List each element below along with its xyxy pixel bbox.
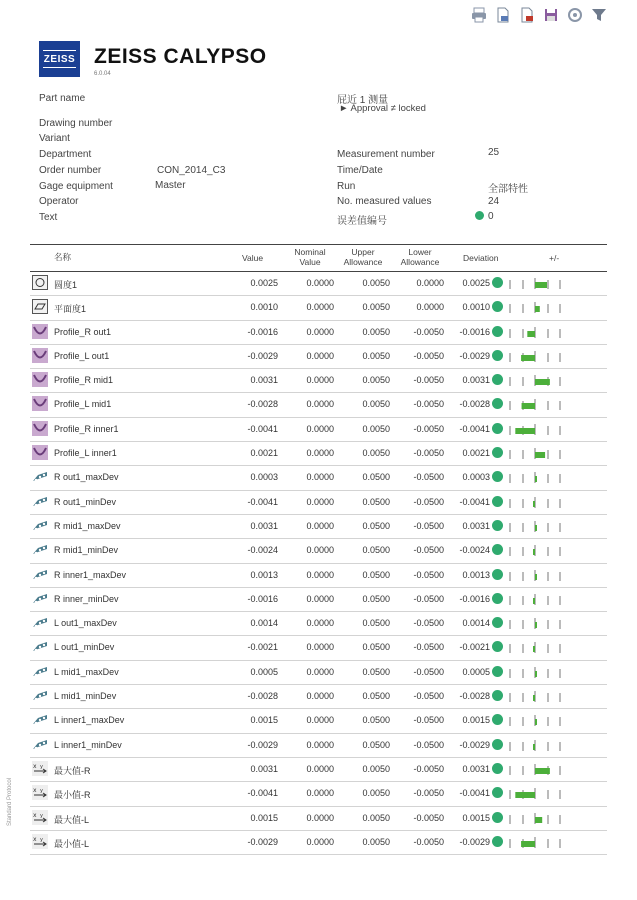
status-ok-icon bbox=[492, 836, 503, 847]
status-ok-icon bbox=[492, 374, 503, 385]
row-value: -0.0028 bbox=[247, 399, 278, 410]
row-nominal: 0.0000 bbox=[306, 520, 334, 531]
row-deviation: -0.0028 bbox=[459, 691, 490, 702]
curve-icon bbox=[32, 591, 48, 606]
version-text: 6.0.04 bbox=[94, 71, 111, 77]
table-row bbox=[30, 564, 607, 588]
curve-icon bbox=[32, 615, 48, 630]
row-name: R inner_minDev bbox=[54, 593, 119, 604]
row-lower: -0.0050 bbox=[413, 812, 444, 823]
status-ok-icon bbox=[475, 211, 484, 220]
table-row bbox=[30, 612, 607, 636]
deviation-bar bbox=[509, 691, 561, 702]
settings-icon[interactable] bbox=[567, 7, 583, 23]
row-upper: 0.0500 bbox=[362, 691, 390, 702]
row-name: R mid1_minDev bbox=[54, 545, 119, 556]
col-nominal: Nominal Value bbox=[294, 247, 326, 267]
status-ok-icon bbox=[492, 666, 503, 677]
row-upper: 0.0500 bbox=[362, 618, 390, 629]
col-name: 名称 bbox=[54, 252, 72, 262]
row-upper: 0.0050 bbox=[362, 399, 390, 410]
table-row bbox=[30, 685, 607, 709]
label-run: Run bbox=[337, 181, 356, 192]
table-row bbox=[30, 807, 607, 831]
row-nominal: 0.0000 bbox=[306, 836, 334, 847]
status-ok-icon bbox=[492, 326, 503, 337]
row-lower: -0.0050 bbox=[413, 788, 444, 799]
curve-icon bbox=[32, 664, 48, 679]
report-toolbar bbox=[471, 7, 607, 23]
row-nominal: 0.0000 bbox=[306, 472, 334, 483]
col-upper: Upper Allowance bbox=[343, 247, 383, 267]
label-tolerance-number: 误差值编号 bbox=[337, 216, 387, 227]
status-ok-icon bbox=[492, 617, 503, 628]
row-value: 0.0014 bbox=[250, 618, 278, 629]
table-row bbox=[30, 734, 607, 758]
status-ok-icon bbox=[492, 812, 503, 823]
row-deviation: -0.0041 bbox=[459, 496, 490, 507]
row-nominal: 0.0000 bbox=[306, 302, 334, 313]
row-name: L out1_maxDev bbox=[54, 618, 117, 629]
label-variant: Variant bbox=[39, 133, 70, 144]
row-name: Profile_L mid1 bbox=[54, 399, 112, 410]
label-department: Department bbox=[39, 149, 92, 160]
row-deviation: -0.0029 bbox=[459, 836, 490, 847]
deviation-bar bbox=[509, 521, 561, 532]
approval-status: ► Approval ≠ locked bbox=[339, 103, 426, 114]
row-nominal: 0.0000 bbox=[306, 812, 334, 823]
table-row bbox=[30, 782, 607, 806]
row-nominal: 0.0000 bbox=[306, 375, 334, 386]
row-nominal: 0.0000 bbox=[306, 569, 334, 580]
table-row bbox=[30, 831, 607, 855]
app-title: ZEISS CALYPSO bbox=[94, 45, 267, 68]
row-lower: -0.0500 bbox=[413, 618, 444, 629]
row-name: L mid1_minDev bbox=[54, 691, 117, 702]
row-nominal: 0.0000 bbox=[306, 278, 334, 288]
row-nominal: 0.0000 bbox=[306, 545, 334, 556]
row-deviation: -0.0041 bbox=[459, 423, 490, 434]
deviation-bar bbox=[509, 813, 561, 824]
deviation-bar bbox=[509, 740, 561, 751]
row-name: L inner1_maxDev bbox=[54, 715, 125, 726]
label-text: Text bbox=[39, 212, 58, 223]
row-value: 0.0025 bbox=[250, 278, 278, 288]
status-ok-icon bbox=[492, 739, 503, 750]
label-part-name: Part name bbox=[39, 93, 86, 104]
deviation-bar bbox=[509, 497, 561, 508]
row-name: Profile_L inner1 bbox=[54, 448, 117, 459]
row-lower: -0.0050 bbox=[413, 399, 444, 410]
row-lower: -0.0500 bbox=[413, 472, 444, 483]
deviation-bar bbox=[509, 399, 561, 410]
row-value: 0.0031 bbox=[250, 520, 278, 531]
table-row bbox=[30, 758, 607, 782]
svg-text:y: y bbox=[40, 788, 43, 795]
table-row bbox=[30, 515, 607, 539]
row-name: L out1_minDev bbox=[54, 642, 115, 653]
row-deviation: 0.0015 bbox=[462, 812, 490, 823]
row-value: -0.0016 bbox=[247, 593, 278, 604]
table-row bbox=[30, 588, 607, 612]
row-nominal: 0.0000 bbox=[306, 399, 334, 410]
order-number-value: CON_2014_C3 bbox=[157, 165, 226, 176]
profile-icon bbox=[32, 421, 48, 436]
svg-text:x: x bbox=[33, 835, 37, 843]
row-value: 0.0021 bbox=[250, 448, 278, 459]
deviation-bar bbox=[509, 570, 561, 581]
row-upper: 0.0050 bbox=[362, 836, 390, 847]
row-name: R inner1_maxDev bbox=[54, 569, 127, 580]
svg-text:x: x bbox=[33, 762, 37, 770]
profile-icon bbox=[32, 372, 48, 387]
row-nominal: 0.0000 bbox=[306, 448, 334, 459]
row-upper: 0.0500 bbox=[362, 472, 390, 483]
table-row bbox=[30, 709, 607, 733]
row-deviation: -0.0024 bbox=[459, 545, 490, 556]
label-time-date: Time/Date bbox=[337, 165, 383, 176]
row-name: 平面度1 bbox=[54, 304, 87, 315]
row-deviation: -0.0041 bbox=[459, 788, 490, 799]
status-ok-icon bbox=[492, 544, 503, 555]
row-value: -0.0016 bbox=[247, 326, 278, 337]
row-lower: -0.0500 bbox=[413, 715, 444, 726]
row-lower: -0.0500 bbox=[413, 593, 444, 604]
row-lower: -0.0500 bbox=[413, 545, 444, 556]
label-order-number: Order number bbox=[39, 165, 102, 176]
row-lower: -0.0050 bbox=[413, 375, 444, 386]
label-drawing-number: Drawing number bbox=[39, 118, 113, 129]
row-name: R mid1_maxDev bbox=[54, 520, 121, 531]
run-value: 全部特性 bbox=[488, 184, 528, 195]
deviation-bar bbox=[509, 472, 561, 483]
row-deviation: 0.0031 bbox=[462, 520, 490, 531]
row-deviation: -0.0016 bbox=[459, 593, 490, 604]
row-nominal: 0.0000 bbox=[306, 423, 334, 434]
gage-equipment-value: Master bbox=[155, 180, 186, 191]
row-name: Profile_R inner1 bbox=[54, 423, 119, 434]
curve-icon bbox=[32, 639, 48, 654]
row-nominal: 0.0000 bbox=[306, 350, 334, 361]
deviation-bar bbox=[509, 424, 561, 435]
row-upper: 0.0500 bbox=[362, 593, 390, 604]
row-upper: 0.0050 bbox=[362, 375, 390, 386]
row-nominal: 0.0000 bbox=[306, 496, 334, 507]
row-deviation: 0.0010 bbox=[462, 302, 490, 313]
row-name: 最大值-L bbox=[54, 814, 90, 825]
row-name: Profile_L out1 bbox=[54, 350, 110, 361]
deviation-bar bbox=[509, 667, 561, 678]
row-value: 0.0010 bbox=[250, 302, 278, 313]
deviation-bar bbox=[509, 715, 561, 726]
status-ok-icon bbox=[492, 593, 503, 604]
col-plusminus: +/- bbox=[549, 253, 560, 263]
row-upper: 0.0050 bbox=[362, 448, 390, 459]
table-row bbox=[30, 321, 607, 345]
deviation-bar bbox=[509, 448, 561, 459]
row-upper: 0.0500 bbox=[362, 520, 390, 531]
status-ok-icon bbox=[492, 398, 503, 409]
status-ok-icon bbox=[492, 447, 503, 458]
row-deviation: 0.0003 bbox=[462, 472, 490, 483]
status-ok-icon bbox=[492, 763, 503, 774]
label-gage-equipment: Gage equipment bbox=[39, 181, 113, 192]
deviation-bar bbox=[509, 642, 561, 653]
row-name: 最大值-R bbox=[54, 765, 91, 776]
row-value: -0.0029 bbox=[247, 350, 278, 361]
row-lower: 0.0000 bbox=[416, 278, 444, 288]
xy-icon bbox=[32, 834, 48, 849]
svg-text:y: y bbox=[40, 763, 43, 770]
row-value: -0.0029 bbox=[247, 836, 278, 847]
table-row bbox=[30, 393, 607, 417]
row-lower: -0.0500 bbox=[413, 496, 444, 507]
row-nominal: 0.0000 bbox=[306, 739, 334, 750]
row-name: R out1_maxDev bbox=[54, 472, 119, 483]
save-icon[interactable] bbox=[543, 7, 559, 23]
table-header bbox=[30, 244, 607, 272]
printer-icon[interactable] bbox=[471, 7, 487, 23]
table-row bbox=[30, 345, 607, 369]
svg-text:x: x bbox=[33, 787, 37, 795]
table-row bbox=[30, 369, 607, 393]
row-upper: 0.0050 bbox=[362, 278, 390, 288]
row-nominal: 0.0000 bbox=[306, 788, 334, 799]
row-value: -0.0021 bbox=[247, 642, 278, 653]
row-lower: -0.0050 bbox=[413, 326, 444, 337]
curve-icon bbox=[32, 518, 48, 533]
deviation-bar bbox=[509, 278, 561, 289]
row-lower: -0.0500 bbox=[413, 739, 444, 750]
row-lower: 0.0000 bbox=[416, 302, 444, 313]
row-lower: -0.0500 bbox=[413, 520, 444, 531]
table-row bbox=[30, 296, 607, 320]
table-row bbox=[30, 466, 607, 490]
curve-icon bbox=[32, 688, 48, 703]
row-upper: 0.0500 bbox=[362, 569, 390, 580]
status-ok-icon bbox=[492, 520, 503, 531]
row-name: 圆度1 bbox=[54, 280, 78, 290]
row-deviation: 0.0025 bbox=[462, 278, 490, 288]
label-measured-values: No. measured values bbox=[337, 196, 432, 207]
table-row bbox=[30, 661, 607, 685]
row-upper: 0.0500 bbox=[362, 715, 390, 726]
col-lower: Lower Allowance bbox=[400, 247, 440, 267]
row-name: 最小值-L bbox=[54, 838, 90, 849]
deviation-bar bbox=[509, 764, 561, 775]
document-icon[interactable] bbox=[495, 7, 511, 23]
label-operator: Operator bbox=[39, 196, 79, 207]
table-row bbox=[30, 272, 607, 296]
zeiss-logo: ZEISS bbox=[39, 41, 80, 77]
flatness-icon bbox=[32, 299, 48, 314]
row-value: -0.0041 bbox=[247, 496, 278, 507]
measured-values-value: 24 bbox=[488, 196, 500, 207]
row-value: 0.0031 bbox=[250, 763, 278, 774]
row-deviation: -0.0016 bbox=[459, 326, 490, 337]
deviation-bar bbox=[509, 351, 561, 362]
curve-icon bbox=[32, 494, 48, 509]
deviation-bar bbox=[509, 302, 561, 313]
table-row bbox=[30, 491, 607, 515]
filter-icon[interactable] bbox=[591, 7, 607, 23]
row-deviation: -0.0021 bbox=[459, 642, 490, 653]
row-name: Profile_R mid1 bbox=[54, 375, 114, 386]
xy-icon bbox=[32, 810, 48, 825]
status-ok-icon bbox=[492, 569, 503, 580]
row-lower: -0.0050 bbox=[413, 350, 444, 361]
row-deviation: -0.0028 bbox=[459, 399, 490, 410]
row-upper: 0.0500 bbox=[362, 642, 390, 653]
row-deviation: -0.0029 bbox=[459, 739, 490, 750]
row-upper: 0.0050 bbox=[362, 788, 390, 799]
row-nominal: 0.0000 bbox=[306, 763, 334, 774]
row-value: -0.0028 bbox=[247, 691, 278, 702]
row-upper: 0.0050 bbox=[362, 326, 390, 337]
row-nominal: 0.0000 bbox=[306, 715, 334, 726]
row-upper: 0.0050 bbox=[362, 302, 390, 313]
row-lower: -0.0050 bbox=[413, 763, 444, 774]
row-upper: 0.0050 bbox=[362, 423, 390, 434]
table-row bbox=[30, 539, 607, 563]
svg-text:y: y bbox=[40, 812, 43, 819]
row-deviation: 0.0005 bbox=[462, 666, 490, 677]
row-value: -0.0041 bbox=[247, 788, 278, 799]
row-upper: 0.0500 bbox=[362, 666, 390, 677]
col-value: Value bbox=[242, 253, 264, 263]
status-ok-icon bbox=[492, 301, 503, 312]
status-ok-icon bbox=[492, 350, 503, 361]
row-nominal: 0.0000 bbox=[306, 642, 334, 653]
row-lower: -0.0500 bbox=[413, 666, 444, 677]
profile-icon bbox=[32, 396, 48, 411]
part-name-value: 屁近 1 测量 bbox=[337, 95, 389, 106]
svg-text:x: x bbox=[33, 811, 37, 819]
row-deviation: 0.0013 bbox=[462, 569, 490, 580]
row-deviation: 0.0014 bbox=[462, 618, 490, 629]
curve-icon bbox=[32, 542, 48, 557]
tolerance-number-status: 0 bbox=[475, 211, 494, 222]
curve-icon bbox=[32, 469, 48, 484]
table-row bbox=[30, 442, 607, 466]
row-lower: -0.0050 bbox=[413, 836, 444, 847]
xy-icon bbox=[32, 785, 48, 800]
row-nominal: 0.0000 bbox=[306, 666, 334, 677]
row-upper: 0.0050 bbox=[362, 812, 390, 823]
row-name: R out1_minDev bbox=[54, 496, 117, 507]
row-upper: 0.0500 bbox=[362, 545, 390, 556]
deviation-bar bbox=[509, 327, 561, 338]
row-value: 0.0015 bbox=[250, 715, 278, 726]
row-nominal: 0.0000 bbox=[306, 593, 334, 604]
side-note: Standard Protocol bbox=[7, 777, 13, 826]
row-value: 0.0015 bbox=[250, 812, 278, 823]
deviation-bar bbox=[509, 375, 561, 386]
label-measurement-number: Measurement number bbox=[337, 149, 435, 160]
row-lower: -0.0500 bbox=[413, 642, 444, 653]
row-deviation: 0.0015 bbox=[462, 715, 490, 726]
pdf-icon[interactable] bbox=[519, 7, 535, 23]
deviation-bar bbox=[509, 788, 561, 799]
row-nominal: 0.0000 bbox=[306, 691, 334, 702]
row-value: -0.0041 bbox=[247, 423, 278, 434]
status-ok-icon bbox=[492, 471, 503, 482]
row-upper: 0.0500 bbox=[362, 739, 390, 750]
measurement-number-value: 25 bbox=[488, 147, 500, 158]
row-lower: -0.0500 bbox=[413, 691, 444, 702]
row-upper: 0.0050 bbox=[362, 763, 390, 774]
row-value: -0.0024 bbox=[247, 545, 278, 556]
row-upper: 0.0500 bbox=[362, 496, 390, 507]
row-value: -0.0029 bbox=[247, 739, 278, 750]
status-ok-icon bbox=[492, 277, 503, 288]
deviation-bar bbox=[509, 837, 561, 848]
status-ok-icon bbox=[492, 496, 503, 507]
row-deviation: 0.0031 bbox=[462, 375, 490, 386]
profile-icon bbox=[32, 348, 48, 363]
row-value: 0.0031 bbox=[250, 375, 278, 386]
row-name: Profile_R out1 bbox=[54, 326, 112, 337]
status-ok-icon bbox=[492, 641, 503, 652]
svg-text:y: y bbox=[40, 836, 43, 843]
xy-icon bbox=[32, 761, 48, 776]
curve-icon bbox=[32, 737, 48, 752]
row-value: 0.0013 bbox=[250, 569, 278, 580]
row-value: 0.0005 bbox=[250, 666, 278, 677]
row-deviation: -0.0029 bbox=[459, 350, 490, 361]
row-lower: -0.0050 bbox=[413, 423, 444, 434]
row-upper: 0.0050 bbox=[362, 350, 390, 361]
row-nominal: 0.0000 bbox=[306, 326, 334, 337]
status-ok-icon bbox=[492, 787, 503, 798]
status-ok-icon bbox=[492, 423, 503, 434]
row-lower: -0.0500 bbox=[413, 569, 444, 580]
table-row bbox=[30, 636, 607, 660]
row-value: 0.0003 bbox=[250, 472, 278, 483]
row-lower: -0.0050 bbox=[413, 448, 444, 459]
deviation-bar bbox=[509, 618, 561, 629]
curve-icon bbox=[32, 712, 48, 727]
profile-icon bbox=[32, 324, 48, 339]
row-nominal: 0.0000 bbox=[306, 618, 334, 629]
status-ok-icon bbox=[492, 714, 503, 725]
row-deviation: 0.0031 bbox=[462, 763, 490, 774]
row-deviation: 0.0021 bbox=[462, 448, 490, 459]
row-name: L inner1_minDev bbox=[54, 739, 122, 750]
row-name: L mid1_maxDev bbox=[54, 666, 119, 677]
row-name: 最小值-R bbox=[54, 790, 91, 801]
curve-icon bbox=[32, 567, 48, 582]
col-deviation: Deviation bbox=[463, 253, 499, 263]
results-table bbox=[30, 244, 607, 855]
status-ok-icon bbox=[492, 690, 503, 701]
profile-icon bbox=[32, 445, 48, 460]
table-row bbox=[30, 418, 607, 442]
roundness-icon bbox=[32, 275, 48, 290]
deviation-bar bbox=[509, 594, 561, 605]
deviation-bar bbox=[509, 545, 561, 556]
